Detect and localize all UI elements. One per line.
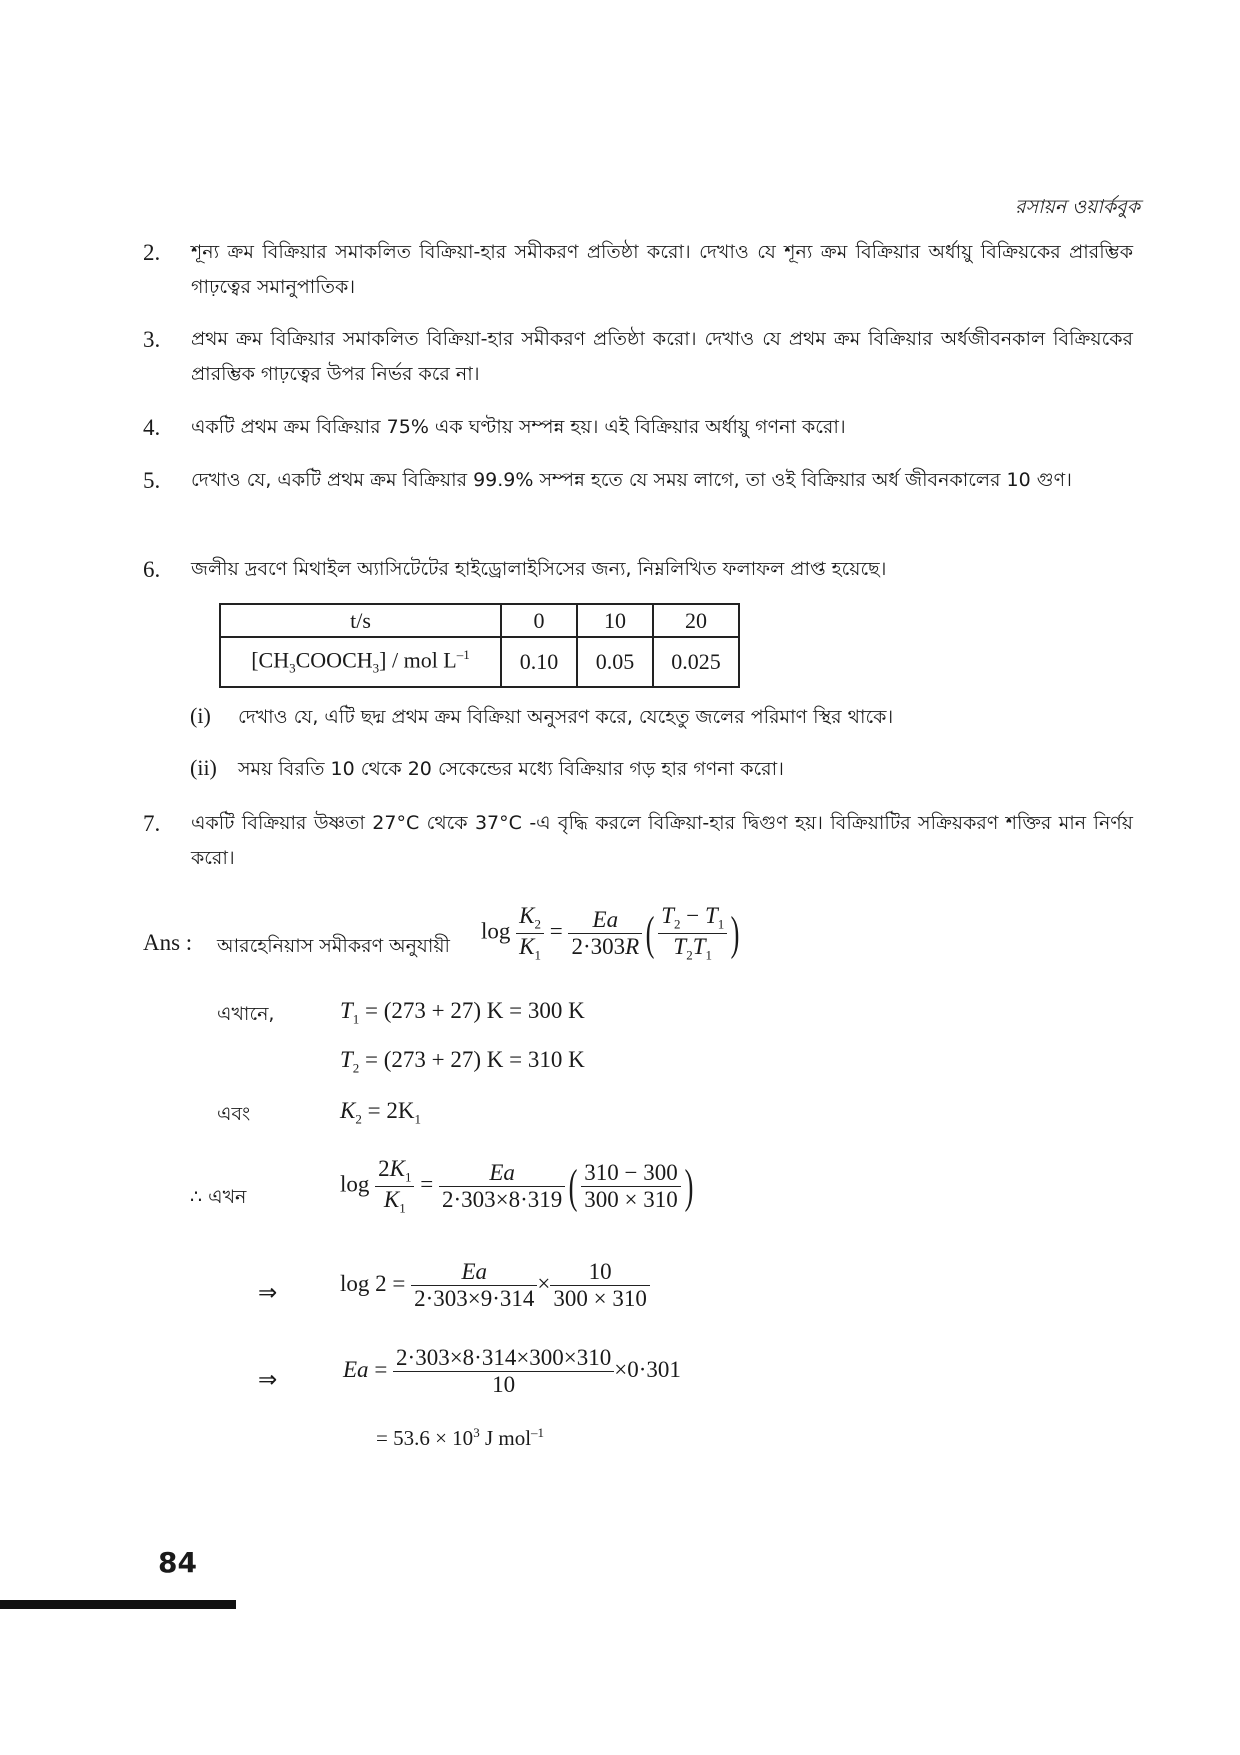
k2-equation: $K_2 = 2K_1$	[340, 1098, 421, 1127]
arrhenius-equation: log $\frac{K_2}{K_1}$ = $\frac{Ea}{2\cdot 303R}$ ( $\frac{T_2 - T_1}{T_2T_1}$ )	[481, 903, 740, 963]
implies-arrow: ⇒	[258, 1280, 278, 1305]
question-4	[143, 410, 1133, 445]
arrhenius-text: আরহেনিয়াস সমীকরণ অনুযায়ী	[217, 935, 450, 957]
subpart-number: (ii)	[190, 755, 217, 780]
running-header: রসায়ন ওয়ার্কবুক	[1015, 196, 1140, 218]
question-3	[143, 322, 1133, 392]
table-cell: 0	[501, 604, 577, 637]
table-cell: 0.05	[577, 637, 653, 687]
ans-label: Ans :	[143, 930, 193, 955]
subpart-text: সময় বিরতি 10 থেকে 20 সেকেন্ডের মধ্যে বিক্রিয়ার গড় হার গণনা করো।	[238, 758, 784, 780]
and-label: এবং	[217, 1103, 251, 1125]
question-number: 2.	[143, 240, 161, 265]
kinetics-data-table	[219, 603, 740, 688]
footer-bar	[0, 1600, 236, 1609]
step3-equation: Ea = $\frac{2\cdot 303\times 8\cdot 314\times 300\times 310}{10}$ ×0·301	[343, 1345, 681, 1397]
question-2	[143, 235, 1133, 305]
question-number: 7.	[143, 811, 161, 836]
step1-equation: log $\frac{2K_1}{K_1}$ = $\frac{Ea}{2\cdot 303\times 8\cdot 319}$ ( $\frac{310 - 300}{300 \times 310}$ )	[340, 1156, 694, 1216]
question-number: 6.	[143, 557, 161, 582]
subpart-text: দেখাও যে, এটি ছদ্ম প্রথম ক্রম বিক্রিয়া অনুসরণ করে, যেহেতু জলের পরিমাণ স্থির থাকে।	[238, 706, 894, 728]
result-equation: = $53.6 \times 10^3$ J mol$^{-1}$	[376, 1425, 545, 1450]
question-text: দেখাও যে, একটি প্রথম ক্রম বিক্রিয়ার 99.9% সম্পন্ন হতে যে সময় লাগে, তা ওই বিক্রিয়ার অর্ধ জীবনকালের 10 গুণ।	[191, 469, 1072, 491]
implies-arrow: ⇒	[258, 1367, 278, 1392]
here-label: এখানে,	[217, 1003, 275, 1025]
table-cell: 0.10	[501, 637, 577, 687]
question-6	[143, 552, 1133, 587]
question-7	[143, 806, 1133, 876]
t1-equation: $T_1 = (273 + 27) K = 300$ K	[340, 998, 585, 1027]
question-text: জলীয় দ্রবণে মিথাইল অ্যাসিটেটের হাইড্রোলাইসিসের জন্য, নিম্নলিখিত ফলাফল প্রাপ্ত হয়েছে।	[191, 558, 887, 580]
table-cell: 0.025	[653, 637, 739, 687]
step2-equation: log 2 = $\frac{Ea}{2\cdot 303\times 9\cdot 314}$ × $\frac{10}{300 \times 310}$	[340, 1259, 650, 1312]
question-5	[143, 463, 1133, 498]
subpart-ii	[190, 753, 784, 784]
table-header-time: t/s	[220, 604, 501, 637]
therefore-label: ∴ এখন	[190, 1186, 247, 1208]
question-text: শূন্য ক্রম বিক্রিয়ার সমাকলিত বিক্রিয়া-হার সমীকরণ প্রতিষ্ঠা করো। দেখাও যে শূন্য ক্রম বিক্রিয়ার অর্ধায়ু বিক্রিয়কের প্রারম্ভিক গাঢ়ত্বের সমানুপাতিক।	[191, 241, 1133, 298]
question-text: একটি বিক্রিয়ার উষ্ণতা 27°C থেকে 37°C -এ বৃদ্ধি করলে বিক্রিয়া-হার দ্বিগুণ হয়। বিক্রিয়াটির সক্রিয়করণ শক্তির মান নির্ণয় করো।	[191, 812, 1133, 869]
table-cell: 20	[653, 604, 739, 637]
question-number: 3.	[143, 327, 161, 352]
table-header-concentration: $[CH_3COOCH_3]$ / mol $L^{-1}$	[220, 637, 501, 687]
question-number: 5.	[143, 468, 161, 493]
question-number: 4.	[143, 415, 161, 440]
question-text: প্রথম ক্রম বিক্রিয়ার সমাকলিত বিক্রিয়া-হার সমীকরণ প্রতিষ্ঠা করো। দেখাও যে প্রথম ক্রম বিক্রিয়ার অর্ধজীবনকাল বিক্রিয়কের প্রারম্ভিক গাঢ়ত্বের উপর নির্ভর করে না।	[191, 328, 1133, 385]
table-cell: 10	[577, 604, 653, 637]
subpart-i	[190, 701, 893, 732]
t2-equation: $T_2 = (273 + 27) K = 310$ K	[340, 1047, 585, 1076]
question-text: একটি প্রথম ক্রম বিক্রিয়ার 75% এক ঘণ্টায় সম্পন্ন হয়। এই বিক্রিয়ার অর্ধায়ু গণনা করো।	[191, 416, 846, 438]
subpart-number: (i)	[190, 703, 211, 728]
page-number: 84	[158, 1546, 197, 1579]
